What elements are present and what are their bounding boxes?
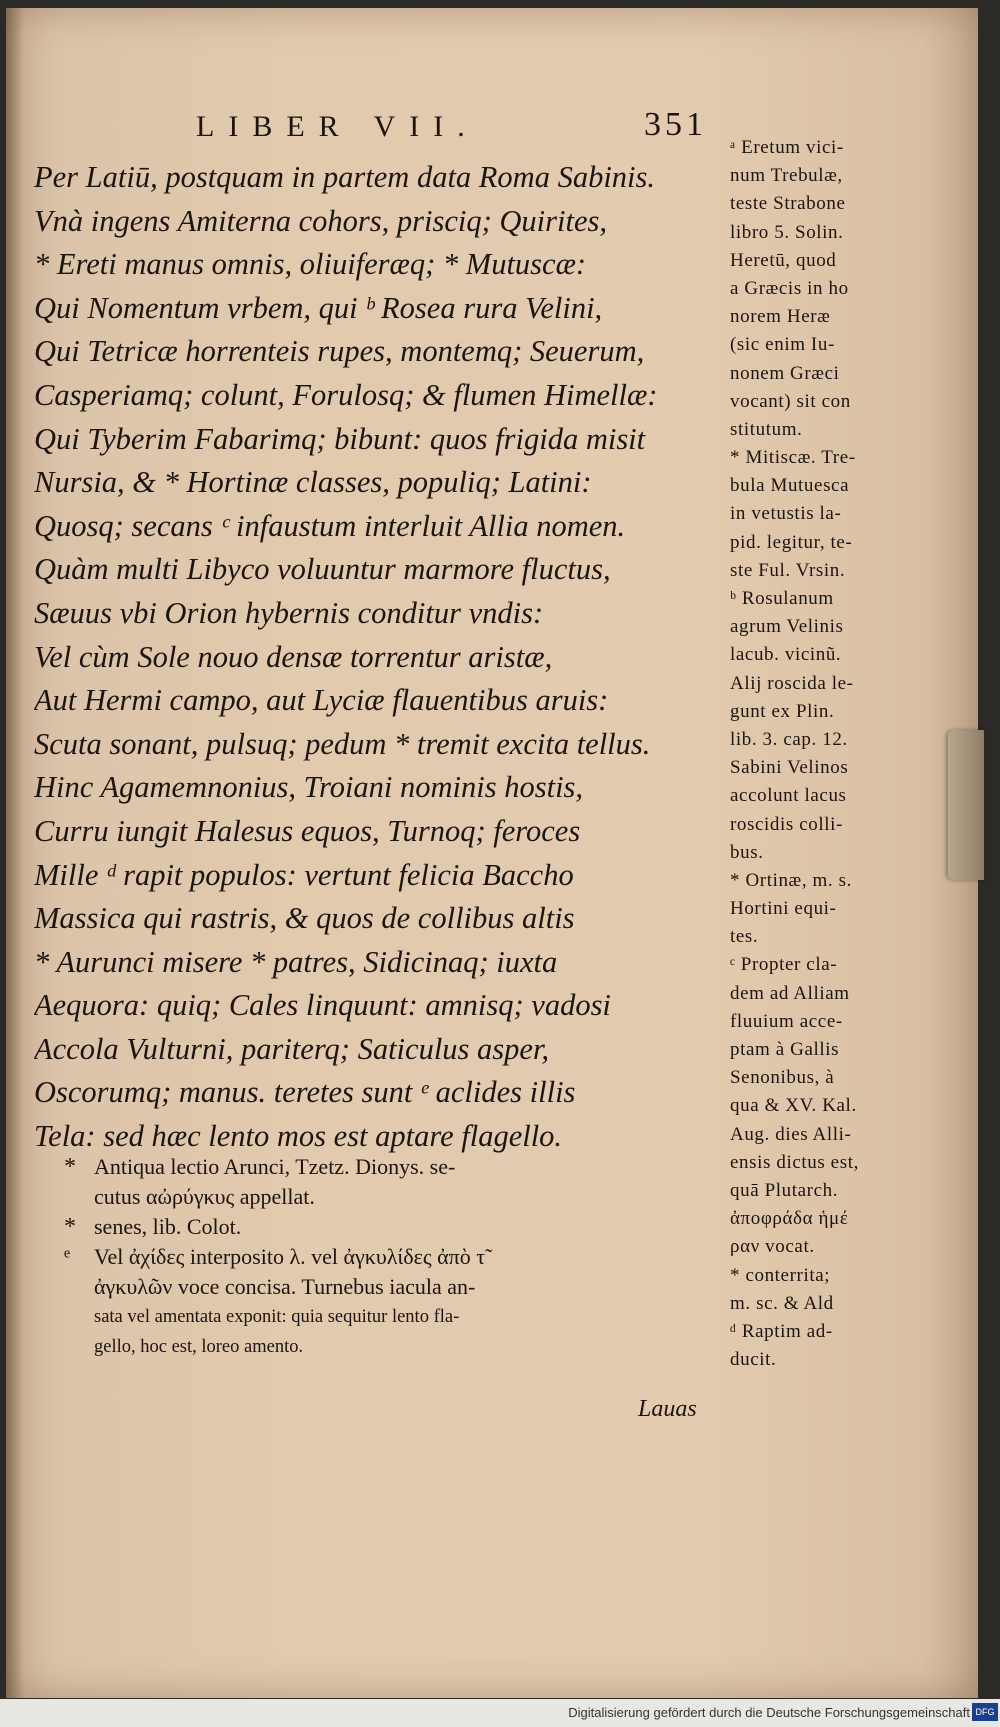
verse-line: Mille ᵈ rapit populos: vertunt felicia Baccho: [34, 857, 574, 892]
verse-line: Curru iungit Halesus equos, Turnoq; feroces: [34, 813, 581, 848]
margin-note-line: gunt ex Plin.: [730, 700, 835, 722]
verse-line: Massica qui rastris, & quos de collibus altis: [34, 901, 575, 936]
margin-note-line: a Græcis in ho: [730, 277, 849, 299]
verse-line: Tela: sed hæc lento mos est aptare flagello.: [34, 1119, 563, 1154]
margin-note-line: ste Ful. Vrsin.: [730, 559, 846, 581]
verse-line: Qui Tyberim Fabarimq; bibunt: quos frigida misit: [34, 421, 646, 456]
margin-notes: [730, 134, 916, 1374]
margin-note-line: libro 5. Solin.: [730, 221, 844, 243]
footnote-line: gello, hoc est, loreo amento.: [94, 1337, 304, 1357]
margin-note-line: vocant) sit con: [730, 390, 851, 412]
catchword: Lauas: [638, 1396, 697, 1422]
footnote-mark: *: [64, 1214, 76, 1240]
verse-line: * Aurunci misere * patres, Sidicinaq; iuxta: [34, 944, 558, 979]
margin-note-line: ᵈ Raptim ad-: [730, 1320, 833, 1342]
margin-note-line: dem ad Alliam: [730, 982, 850, 1004]
margin-note-line: teste Strabone: [730, 193, 846, 215]
margin-note-line: (sic enim Iu-: [730, 334, 835, 356]
verse-text: [34, 156, 724, 1159]
margin-note-line: ensis dictus est,: [730, 1151, 859, 1173]
footnotes: [64, 1152, 704, 1362]
margin-note-line: * conterrita;: [730, 1264, 831, 1286]
verse-line: Aequora: quiq; Cales linquunt: amnisq; vadosi: [34, 988, 611, 1023]
verse-line: Per Latiū, postquam in partem data Roma Sabinis.: [34, 160, 656, 194]
verse-line: Aut Hermi campo, aut Lyciæ flauentibus aruis:: [34, 683, 609, 718]
margin-note-line: quā Plutarch.: [730, 1179, 839, 1201]
footnote-line: Antiqua lectio Arunci, Tzetz. Dionys. se-: [94, 1154, 456, 1179]
footnote-mark: *: [64, 1154, 76, 1180]
margin-note-line: accolunt lacus: [730, 785, 847, 807]
verse-line: Quosq; secans ᶜ infaustum interluit Allia nomen.: [34, 508, 626, 543]
page-number: 351: [644, 106, 707, 143]
verse-line: Scuta sonant, pulsuq; pedum * tremit excita tellus.: [34, 726, 651, 761]
margin-note-line: ᵃ Eretum vici-: [730, 137, 844, 158]
margin-note-line: fluuium acce-: [730, 1010, 843, 1032]
verse-line: Nursia, & * Hortinæ classes, populiq; Latini:: [34, 465, 592, 500]
margin-note-line: Senonibus, à: [730, 1067, 835, 1089]
footnote-line: sata vel amentata exponit: quia sequitur lento fla-: [94, 1307, 460, 1327]
book-page: [6, 8, 978, 1698]
margin-note-line: Alij roscida le-: [730, 672, 854, 694]
verse-line: Oscorumq; manus. teretes sunt ᵉ aclides illis: [34, 1075, 576, 1110]
verse-line: Qui Tetricæ horrenteis rupes, montemq; Seuerum,: [34, 334, 645, 369]
verse-line: Hinc Agamemnonius, Troiani nominis hostis,: [34, 770, 584, 805]
verse-line: Sæuus vbi Orion hybernis conditur vndis:: [34, 595, 544, 630]
verse-line: Vel cùm Sole nouo densæ torrentur aristæ,: [34, 639, 553, 674]
margin-note-line: Hortini equi-: [730, 898, 837, 920]
margin-note-line: bula Mutuesca: [730, 475, 850, 497]
margin-note-line: ραν vocat.: [730, 1236, 815, 1258]
verse-line: Qui Nomentum vrbem, qui ᵇ Rosea rura Velini,: [34, 290, 603, 325]
margin-note-line: * Mitiscæ. Tre-: [730, 447, 856, 469]
verse-line: Casperiamq; colunt, Forulosq; & flumen Himellæ:: [34, 377, 658, 412]
margin-note-line: m. sc. & Ald: [730, 1292, 834, 1314]
digitization-credit: Digitalisierung gefördert durch die Deutsche Forschungsgemeinschaft: [568, 1705, 970, 1720]
margin-note-line: tes.: [730, 926, 759, 948]
margin-note-line: * Ortinæ, m. s.: [730, 869, 852, 891]
footnote: [64, 1152, 704, 1212]
book-clasp: [948, 730, 984, 880]
margin-note-line: pid. legitur, te-: [730, 531, 853, 553]
verse-line: Accola Vulturni, pariterq; Saticulus asper,: [34, 1031, 550, 1066]
margin-note-line: Sabini Velinos: [730, 757, 849, 779]
footnote-mark: ᵉ: [64, 1244, 71, 1270]
footnote-line: senes, lib. Colot.: [94, 1214, 242, 1239]
margin-note-line: Aug. dies Alli-: [730, 1123, 852, 1145]
margin-note-line: ἀποφράδα ἡμέ: [730, 1208, 849, 1230]
margin-note-line: in vetustis la-: [730, 503, 842, 525]
margin-note-line: norem Heræ: [730, 306, 831, 328]
margin-note-line: lacub. vicinũ.: [730, 644, 842, 666]
footnote-line: cutus αὠρύγκυς appellat.: [94, 1184, 315, 1209]
margin-note-line: ptam à Gallis: [730, 1039, 840, 1060]
verse-line: Quàm multi Libyco voluuntur marmore fluctus,: [34, 552, 611, 587]
margin-note-line: ᵇ Rosulanum: [730, 588, 834, 609]
margin-note-line: bus.: [730, 841, 764, 863]
margin-note-line: qua & XV. Kal.: [730, 1095, 857, 1117]
dfg-logo: DFG: [972, 1703, 998, 1721]
footnote-line: Vel ἀχίδες interposito λ. vel ἀγκυλίδες ἀπὸ τ̃: [94, 1244, 486, 1269]
margin-note-line: roscidis colli-: [730, 813, 843, 835]
margin-note-line: nonem Græci: [730, 362, 840, 384]
margin-note-line: stitutum.: [730, 418, 803, 440]
margin-note-line: num Trebulæ,: [730, 165, 843, 187]
footnote-line: ἀγκυλῶν voce concisa. Turnebus iacula an-: [94, 1274, 476, 1299]
verse-line: Vnà ingens Amiterna cohors, prisciq; Quirites,: [34, 203, 607, 238]
digitization-footer: [0, 1699, 1000, 1727]
running-head: [196, 106, 736, 154]
footnote: [64, 1242, 704, 1362]
margin-note-line: lib. 3. cap. 12.: [730, 728, 848, 750]
verse-line: * Ereti manus omnis, oliuiferæq; * Mutuscæ:: [34, 247, 587, 282]
margin-note-line: Heretū, quod: [730, 249, 837, 271]
running-head-title: LIBER VII.: [196, 110, 479, 143]
margin-note-line: agrum Velinis: [730, 616, 844, 638]
margin-note-line: ducit.: [730, 1349, 777, 1371]
margin-note-line: ᶜ Propter cla-: [730, 954, 838, 976]
footnote: [64, 1212, 704, 1242]
